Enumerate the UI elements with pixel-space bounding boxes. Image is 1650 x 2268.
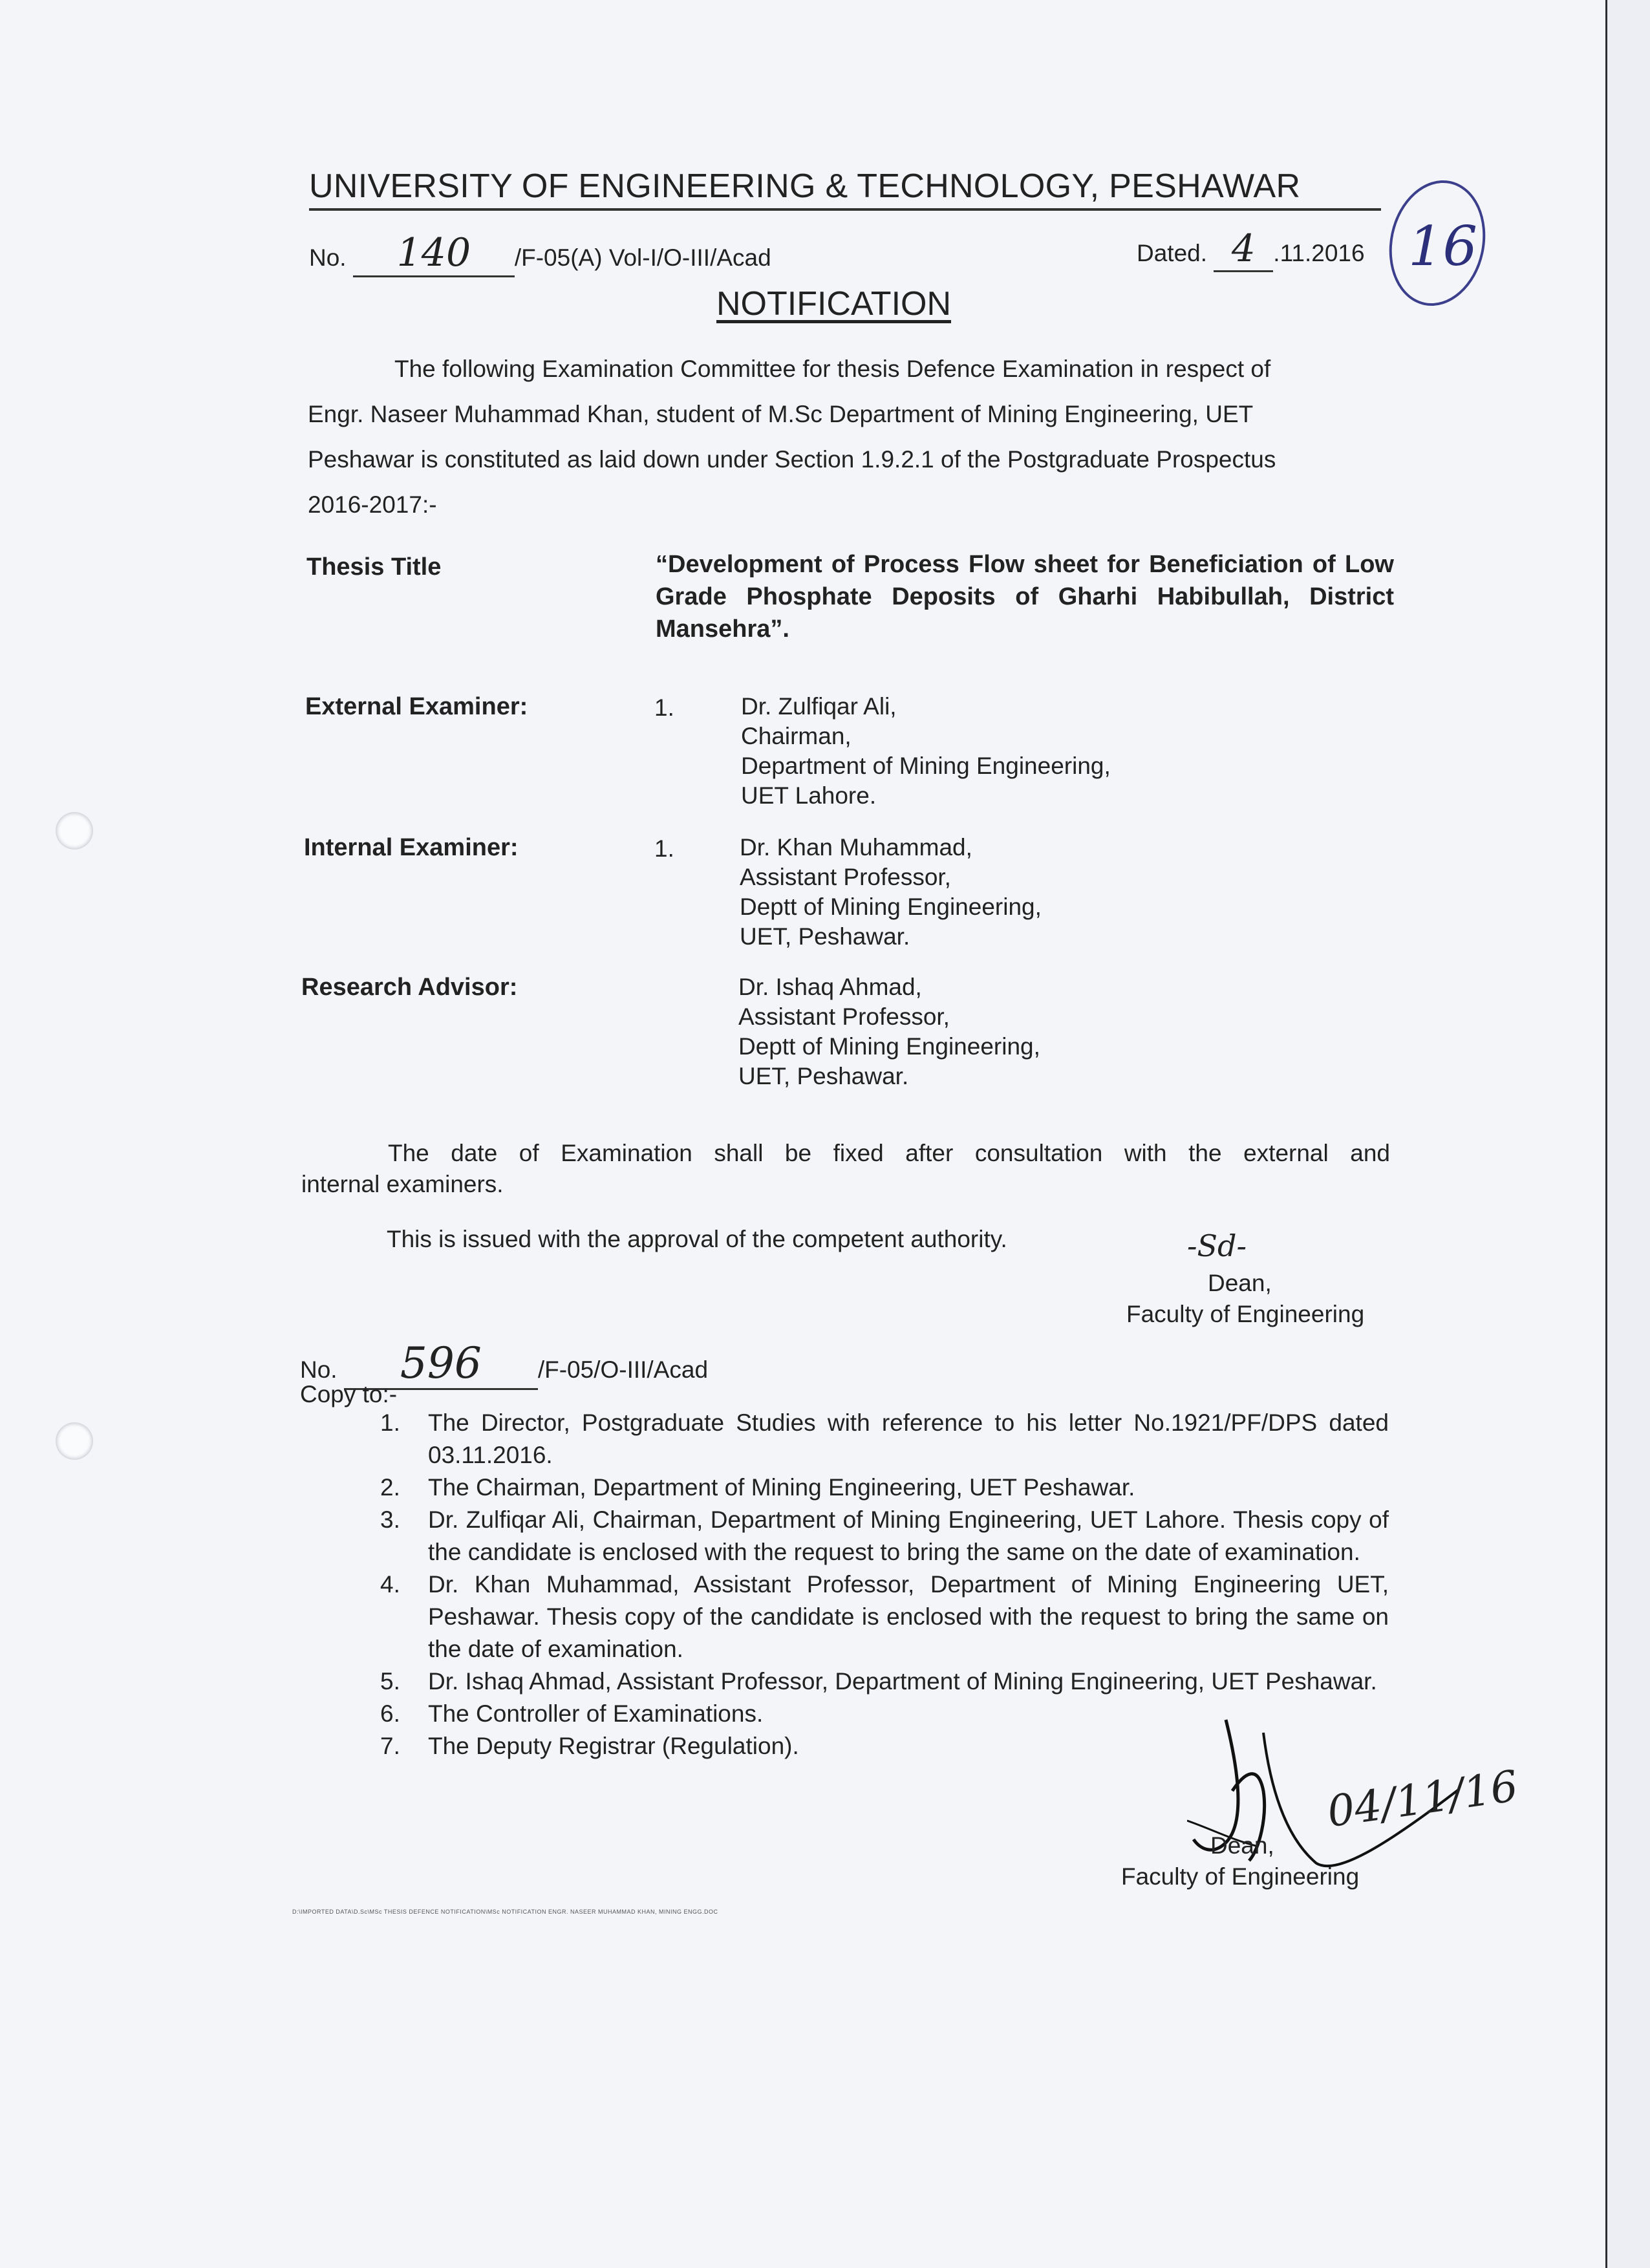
internal-name: Dr. Khan Muhammad, — [740, 834, 972, 861]
intro-line-1: The following Examination Committee for thesis Defence Examination in respect of — [394, 356, 1271, 382]
thesis-title-label: Thesis Title — [306, 553, 442, 581]
dean-title-1: Dean, — [1208, 1270, 1272, 1296]
internal-department: Deptt of Mining Engineering, — [740, 893, 1042, 920]
punch-hole-bottom — [56, 1422, 93, 1460]
reference-number — [309, 230, 771, 277]
date-line-2: internal examiners. — [301, 1171, 504, 1197]
reference-suffix: /F-05(A) Vol-I/O-III/Acad — [514, 244, 771, 271]
list-text: The Chairman, Department of Mining Engineering, UET Peshawar. — [428, 1474, 1135, 1501]
external-examiner-number: 1. — [654, 694, 674, 721]
internal-examiner-details — [740, 833, 1042, 952]
list-number: 4. — [380, 1571, 400, 1598]
list-number: 6. — [380, 1700, 400, 1727]
scan-edge — [1605, 0, 1650, 2268]
dated-suffix: .11.2016 — [1273, 240, 1365, 266]
research-advisor-details — [738, 972, 1040, 1091]
date-paragraph — [301, 1138, 1390, 1200]
list-item — [380, 1568, 1389, 1665]
copy-reference-suffix: /F-05/O-III/Acad — [537, 1356, 709, 1383]
date-line-1: The date of Examination shall be fixed after consultation with the external and — [388, 1140, 1390, 1166]
punch-hole-top — [56, 812, 93, 850]
circled-page-number: 16 — [1408, 215, 1477, 278]
list-number: 7. — [380, 1733, 400, 1759]
handwritten-sign-date: 04/11/16 — [1324, 1760, 1521, 1837]
dean-title-2: Dean, — [1210, 1832, 1274, 1859]
intro-line-4: 2016-2017:- — [308, 491, 437, 518]
research-advisor-label: Research Advisor: — [301, 974, 518, 1001]
advisor-designation: Assistant Professor, — [738, 1003, 950, 1030]
external-examiner-details — [741, 692, 1111, 811]
internal-examiner-label: Internal Examiner: — [304, 834, 519, 861]
handwritten-copy-number: 596 — [400, 1338, 482, 1388]
external-department: Department of Mining Engineering, — [741, 753, 1111, 779]
approval-text: This is issued with the approval of the competent authority. — [387, 1226, 1007, 1252]
list-text: The Director, Postgraduate Studies with reference to his letter No.1921/PF/DPS dated 03.11.2016. — [428, 1409, 1389, 1468]
list-number: 3. — [380, 1506, 400, 1533]
list-number: 1. — [380, 1409, 400, 1436]
intro-line-2: Engr. Naseer Muhammad Khan, student of M.Sc Department of Mining Engineering, UET — [308, 401, 1254, 427]
university-heading: UNIVERSITY OF ENGINEERING & TECHNOLOGY, PESHAWAR — [309, 167, 1301, 205]
list-item — [380, 1504, 1389, 1568]
list-number: 5. — [380, 1668, 400, 1695]
list-text: The Deputy Registrar (Regulation). — [428, 1733, 799, 1759]
external-examiner-label: External Examiner: — [305, 693, 528, 720]
intro-line-3: Peshawar is constituted as laid down under Section 1.9.2.1 of the Postgraduate Prospectus — [308, 446, 1276, 473]
notification-title: NOTIFICATION — [716, 285, 952, 323]
thesis-title-value: “Development of Process Flow sheet for Beneficiation of Low Grade Phosphate Deposits of Gharhi Habibullah, District Mansehra”. — [656, 551, 1394, 643]
copy-no-label: No. — [300, 1356, 338, 1383]
faculty-title-1: Faculty of Engineering — [1126, 1301, 1365, 1327]
list-text: Dr. Ishaq Ahmad, Assistant Professor, Department of Mining Engineering, UET Peshawar. — [428, 1668, 1377, 1695]
advisor-institution: UET, Peshawar. — [738, 1063, 909, 1089]
no-label: No. — [309, 244, 347, 271]
advisor-department: Deptt of Mining Engineering, — [738, 1033, 1040, 1060]
external-name: Dr. Zulfiqar Ali, — [741, 693, 897, 720]
copy-to-label: Copy to:- — [300, 1381, 398, 1407]
no-blank — [353, 230, 515, 277]
intro-paragraph — [308, 347, 1397, 528]
list-number: 2. — [380, 1474, 400, 1501]
external-designation: Chairman, — [741, 723, 852, 749]
list-item — [380, 1665, 1389, 1698]
list-text: Dr. Khan Muhammad, Assistant Professor, Department of Mining Engineering UET, Peshawar. Thesis copy of the candidate is enclosed with the request to bring the same on the date of examination. — [428, 1571, 1389, 1662]
handwritten-number: 140 — [396, 230, 471, 275]
list-item — [380, 1407, 1389, 1471]
advisor-name: Dr. Ishaq Ahmad, — [738, 974, 922, 1000]
document-file-path: D:\IMPORTED DATA\D.Sc\MSc THESIS DEFENCE NOTIFICATION\MSc NOTIFICATION ENGR. NASEER MUHAMMAD KHAN, MINING ENGG.DOC — [292, 1909, 718, 1915]
external-institution: UET Lahore. — [741, 782, 877, 809]
sd-mark: -Sd- — [1187, 1228, 1247, 1263]
list-text: The Controller of Examinations. — [428, 1700, 764, 1727]
internal-institution: UET, Peshawar. — [740, 923, 910, 950]
internal-examiner-number: 1. — [654, 835, 674, 862]
faculty-title-2: Faculty of Engineering — [1121, 1863, 1360, 1890]
handwritten-day: 4 — [1231, 226, 1256, 270]
list-item — [380, 1471, 1389, 1504]
dated-blank — [1214, 226, 1273, 272]
dated-field — [1137, 226, 1365, 272]
dated-label: Dated. — [1137, 240, 1208, 266]
internal-designation: Assistant Professor, — [740, 864, 951, 890]
heading-rule — [309, 208, 1381, 211]
list-text: Dr. Zulfiqar Ali, Chairman, Department of Mining Engineering, UET Lahore. Thesis copy of the candidate is enclosed with the request to bring the same on the date of examination. — [428, 1506, 1389, 1565]
